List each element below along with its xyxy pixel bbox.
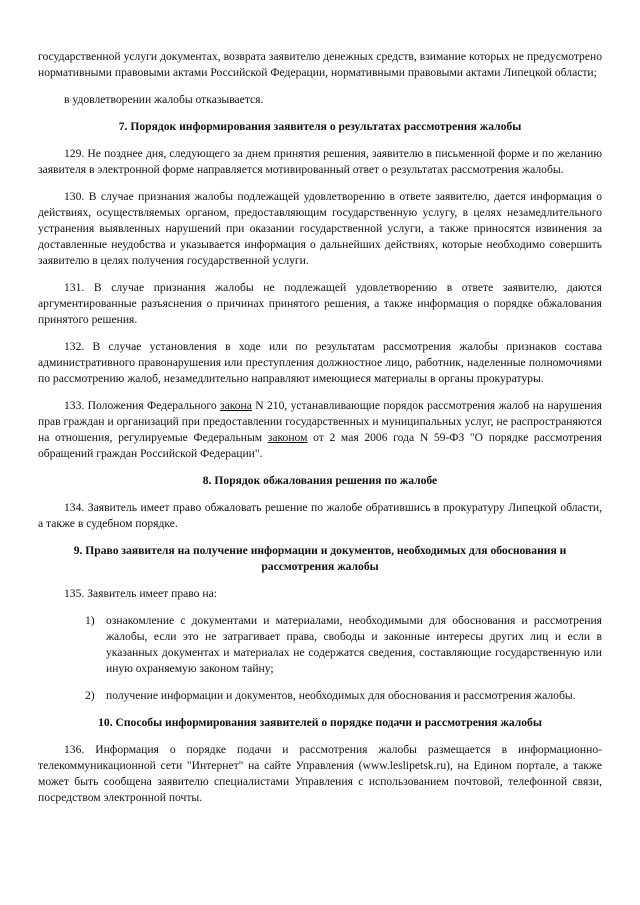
- paragraph-refusal: в удовлетворении жалобы отказывается.: [64, 93, 264, 106]
- section-9-title: 9. Право заявителя на получение информации и документов, необходимых для обоснования и рассмотрения жалобы: [73, 544, 567, 573]
- section-10-title: 10. Способы информирования заявителей о порядке подачи и рассмотрения жалобы: [98, 716, 542, 729]
- paragraph-132: 132. В случае установления в ходе или по результатам рассмотрения жалобы признаков состава административного правонарушения или преступления должностное лицо, работник, наделенные полномочиями по рассмотрению жалоб, незамедлительно направляют имеющиеся материалы в органы прокуратуры.: [38, 340, 602, 385]
- federal-law-59-link[interactable]: законом: [267, 431, 308, 444]
- federal-law-link[interactable]: закона: [219, 399, 252, 412]
- list-item-number: 2): [85, 689, 95, 702]
- paragraph-133-part1: 133. Положения Федерального: [64, 399, 220, 412]
- paragraph-133-part3: от 2 мая 2006 года N 59-ФЗ "О порядке рассмотрения обращений граждан Российской Федерации".: [38, 431, 602, 460]
- paragraph-136: 136. Информация о порядке подачи и рассмотрения жалобы размещается в информационно-телекоммуникационной сети "Интернет" на сайте Управления (www.leslipetsk.ru), на Едином портале, а также может быть сообщена заявителю специалистами Управления с использованием почтовой, телефонной связи, посредством электронной почты.: [38, 743, 602, 804]
- section-7-title: 7. Порядок информирования заявителя о результатах рассмотрения жалобы: [118, 120, 522, 133]
- section-8-title: 8. Порядок обжалования решения по жалобе: [202, 474, 438, 487]
- list-item: [85, 613, 602, 677]
- paragraph-130: 130. В случае признания жалобы подлежащей удовлетворению в ответе заявителю, дается информация о действиях, осуществляемых органом, предоставляющим государственную услугу, в целях незамедлительного устранения выявленных нарушений при оказании государственной услуги, а также приносятся извинения за доставленные неудобства и указывается информация о дальнейших действиях, которые необходимо совершить заявителю в целях получения государственной услуги.: [38, 190, 602, 267]
- paragraph-129: 129. Не позднее дня, следующего за днем принятия решения, заявителю в письменной форме и по желанию заявителя в электронной форме направляется мотивированный ответ о результатах рассмотрения жалобы.: [38, 147, 602, 176]
- paragraph-135: 135. Заявитель имеет право на:: [64, 587, 217, 600]
- paragraph-134: 134. Заявитель имеет право обжаловать решение по жалобе обратившись в прокуратуру Липецкой области, а также в судебном порядке.: [38, 501, 602, 530]
- rights-list: [38, 613, 602, 704]
- list-item-number: 1): [85, 614, 95, 627]
- list-item-text: получение информации и документов, необходимых для обоснования и рассмотрения жалобы.: [106, 689, 576, 702]
- paragraph-continuation: государственной услуги документах, возврата заявителю денежных средств, взимание которых не предусмотрено нормативными правовыми актами Российской Федерации, нормативными правовыми актами Липецкой области;: [38, 50, 602, 79]
- paragraph-133-part2: N 210, устанавливающие порядок рассмотрения жалоб на нарушения прав граждан и организаций при предоставлении государственных и муниципальных услуг, не распространяются на отношения, регулируемые Федеральным: [38, 399, 602, 444]
- paragraph-133: [38, 398, 602, 462]
- list-item: [85, 688, 602, 704]
- list-item-text: ознакомление с документами и материалами, необходимыми для обоснования и рассмотрения жалобы, если это не затрагивает права, свободы и законные интересы других лиц и если в указанных документах и материалах не содержатся сведения, составляющие государственную или иную охраняемую законом тайну;: [106, 614, 602, 675]
- paragraph-131: 131. В случае признания жалобы не подлежащей удовлетворению в ответе заявителю, даются аргументированные разъяснения о причинах принятого решения, а также информация о порядке обжалования принятого решения.: [38, 281, 602, 326]
